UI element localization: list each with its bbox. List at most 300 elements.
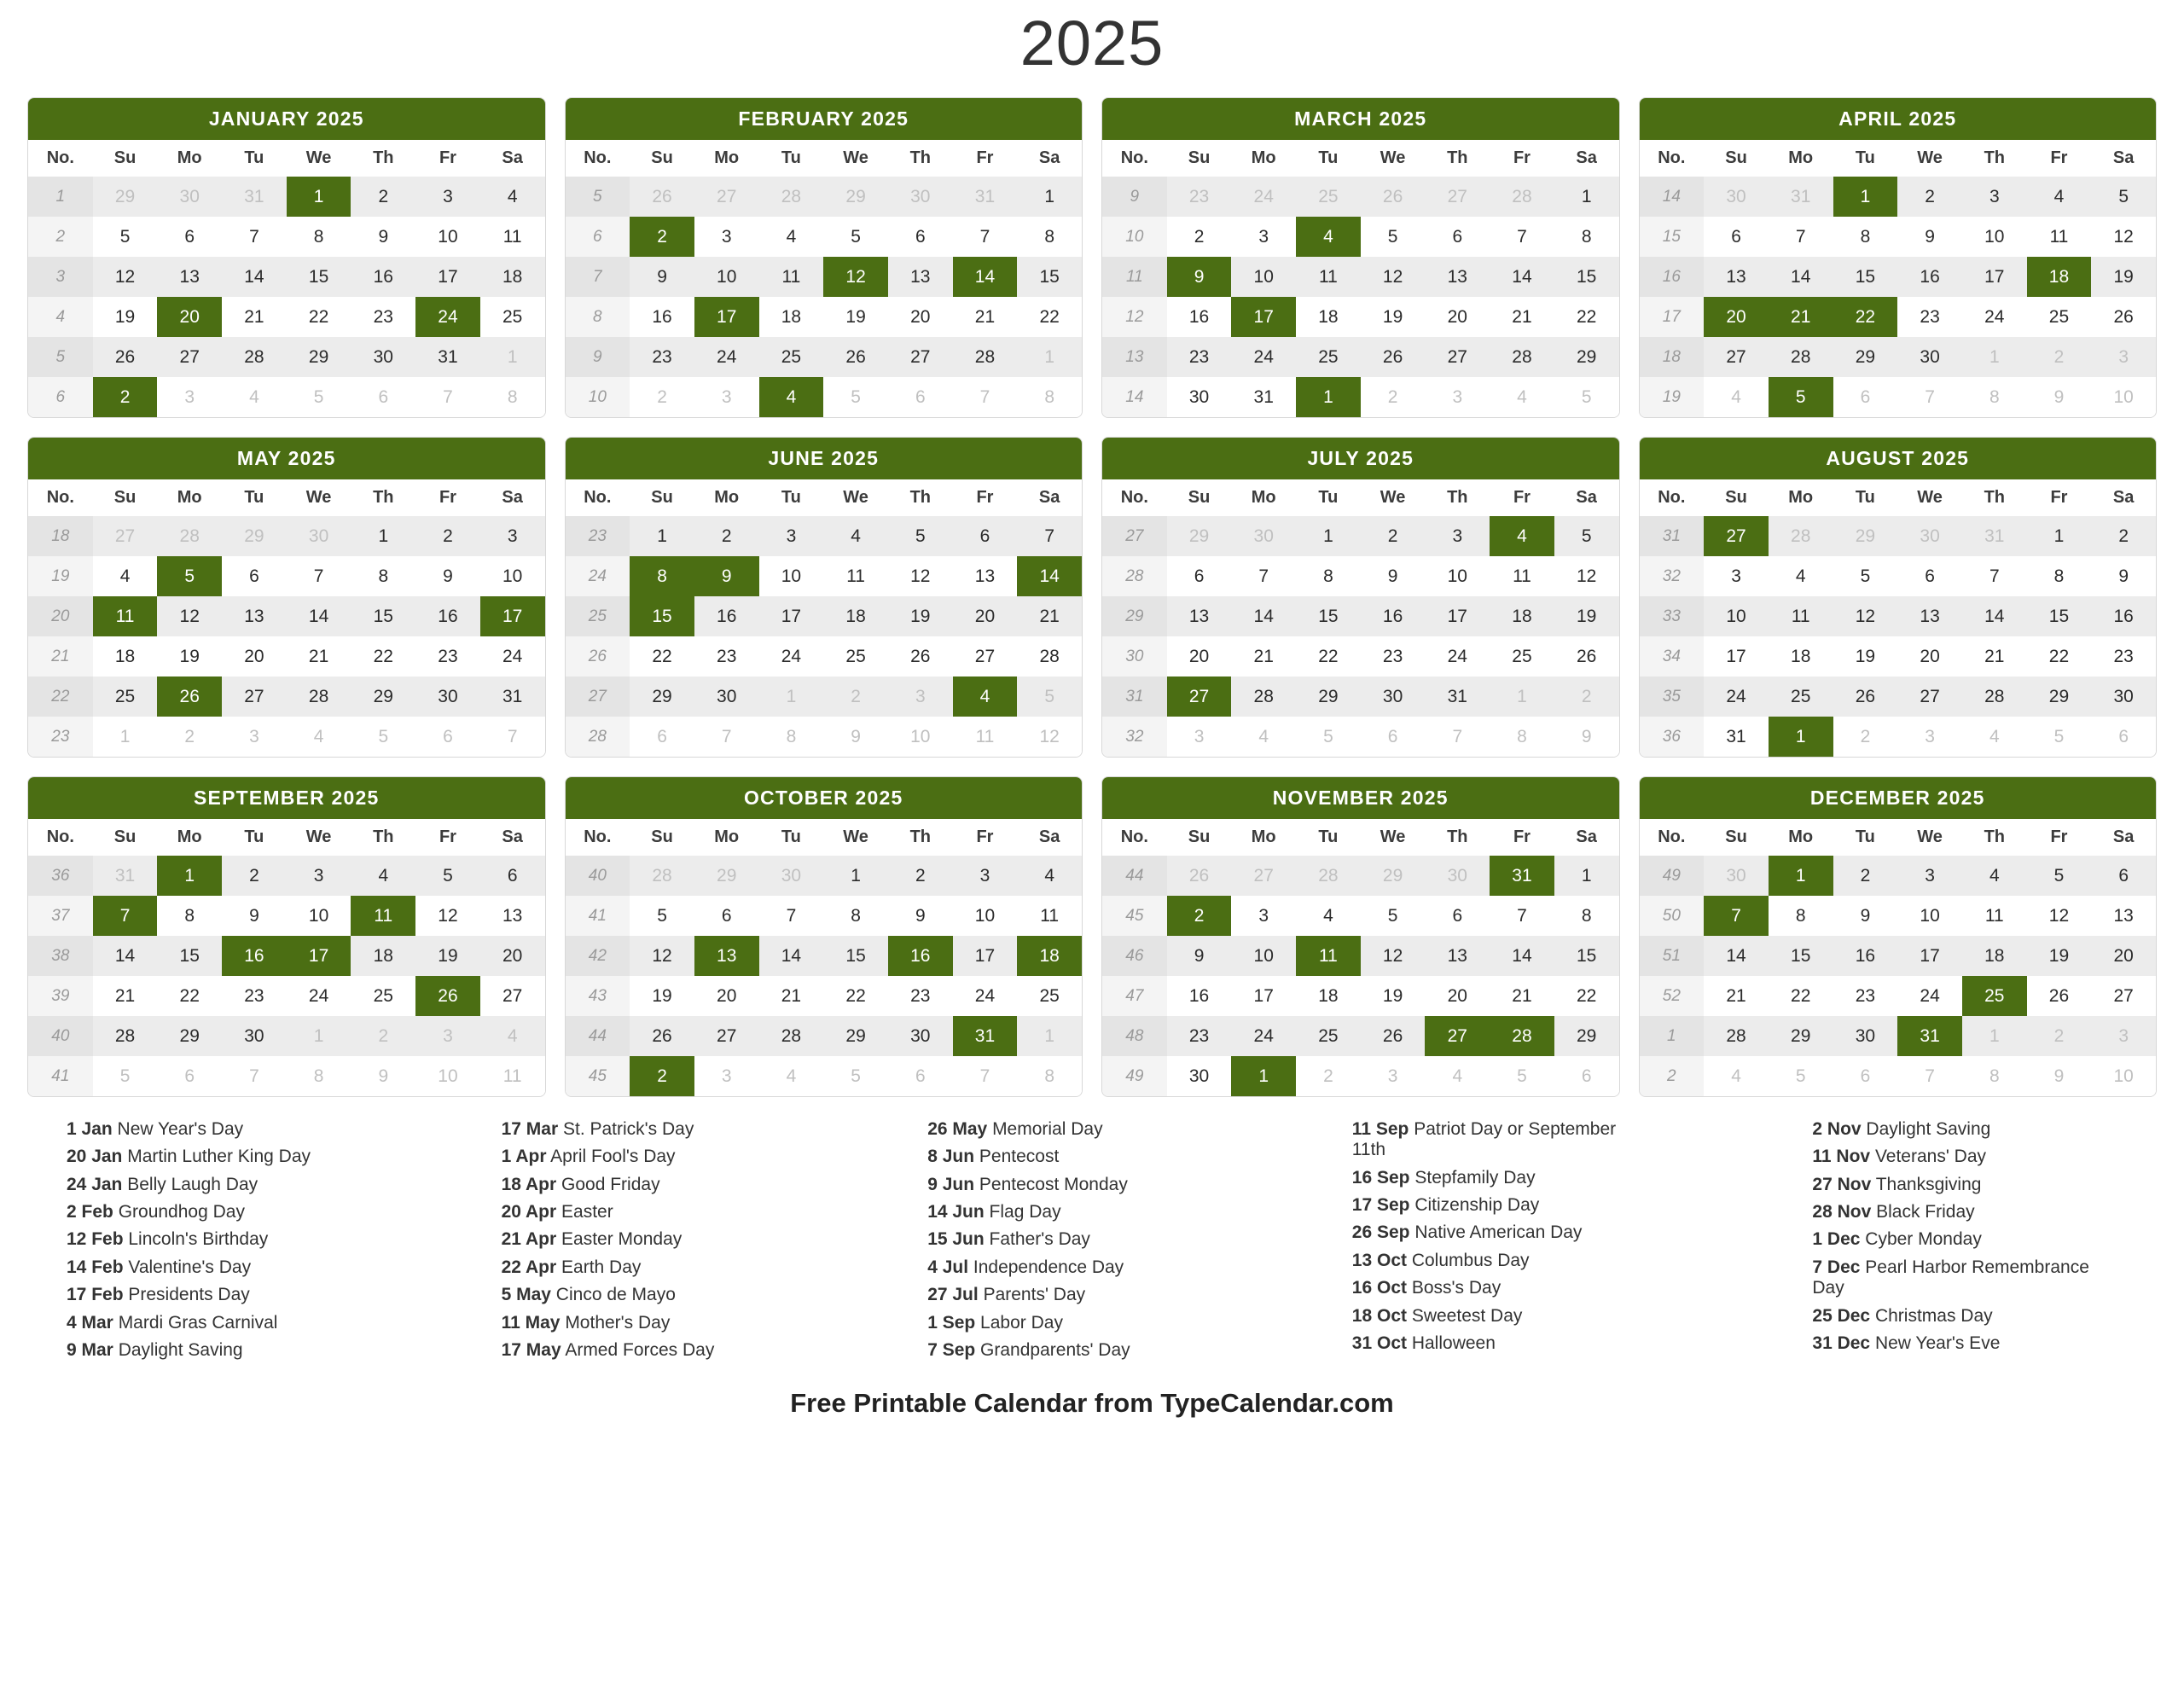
day-cell[interactable]: [2091, 596, 2156, 636]
day-cell[interactable]: [1554, 717, 1619, 757]
day-cell[interactable]: [351, 1016, 415, 1056]
day-cell[interactable]: [415, 636, 480, 677]
day-cell[interactable]: [1769, 936, 1833, 976]
day-cell[interactable]: [1425, 297, 1490, 337]
day-cell[interactable]: [1897, 1056, 1962, 1096]
day-cell[interactable]: [1833, 976, 1898, 1016]
day-cell[interactable]: [222, 636, 287, 677]
day-cell-highlighted[interactable]: [694, 556, 759, 596]
day-cell[interactable]: [759, 717, 824, 757]
day-cell[interactable]: [1833, 257, 1898, 297]
day-cell[interactable]: [222, 337, 287, 377]
day-cell[interactable]: [888, 896, 953, 936]
day-cell[interactable]: [1769, 516, 1833, 556]
day-cell[interactable]: [630, 377, 694, 417]
day-cell[interactable]: [93, 636, 158, 677]
day-cell[interactable]: [2027, 377, 2092, 417]
day-cell-highlighted[interactable]: [93, 377, 158, 417]
day-cell[interactable]: [1554, 217, 1619, 257]
day-cell[interactable]: [1425, 636, 1490, 677]
day-cell[interactable]: [287, 596, 351, 636]
day-cell[interactable]: [1704, 177, 1769, 217]
day-cell-highlighted[interactable]: [1167, 257, 1232, 297]
day-cell[interactable]: [1704, 596, 1769, 636]
day-cell-highlighted[interactable]: [1231, 1056, 1296, 1096]
day-cell[interactable]: [480, 556, 545, 596]
day-cell[interactable]: [351, 177, 415, 217]
day-cell-highlighted[interactable]: [1769, 856, 1833, 896]
day-cell[interactable]: [1425, 217, 1490, 257]
day-cell[interactable]: [694, 516, 759, 556]
day-cell[interactable]: [2091, 636, 2156, 677]
day-cell[interactable]: [2091, 896, 2156, 936]
day-cell[interactable]: [2091, 677, 2156, 717]
day-cell[interactable]: [93, 1056, 158, 1096]
day-cell[interactable]: [888, 556, 953, 596]
day-cell[interactable]: [1296, 556, 1361, 596]
day-cell[interactable]: [287, 717, 351, 757]
day-cell[interactable]: [1704, 556, 1769, 596]
day-cell[interactable]: [287, 377, 351, 417]
day-cell[interactable]: [953, 717, 1018, 757]
day-cell[interactable]: [1361, 677, 1426, 717]
day-cell[interactable]: [1490, 177, 1554, 217]
day-cell[interactable]: [2027, 717, 2092, 757]
day-cell[interactable]: [823, 377, 888, 417]
day-cell[interactable]: [1361, 337, 1426, 377]
day-cell-highlighted[interactable]: [222, 936, 287, 976]
day-cell[interactable]: [823, 717, 888, 757]
day-cell[interactable]: [1017, 297, 1082, 337]
day-cell[interactable]: [888, 337, 953, 377]
day-cell[interactable]: [953, 636, 1018, 677]
day-cell[interactable]: [759, 556, 824, 596]
day-cell[interactable]: [157, 1016, 222, 1056]
day-cell[interactable]: [1833, 856, 1898, 896]
day-cell[interactable]: [415, 337, 480, 377]
day-cell[interactable]: [93, 556, 158, 596]
day-cell-highlighted[interactable]: [287, 936, 351, 976]
day-cell[interactable]: [1017, 257, 1082, 297]
day-cell[interactable]: [630, 177, 694, 217]
day-cell[interactable]: [1554, 896, 1619, 936]
day-cell[interactable]: [1425, 1056, 1490, 1096]
day-cell[interactable]: [888, 1016, 953, 1056]
day-cell[interactable]: [415, 677, 480, 717]
day-cell[interactable]: [759, 636, 824, 677]
day-cell[interactable]: [480, 1016, 545, 1056]
day-cell-highlighted[interactable]: [1296, 936, 1361, 976]
day-cell[interactable]: [694, 257, 759, 297]
day-cell[interactable]: [1167, 556, 1232, 596]
day-cell[interactable]: [630, 896, 694, 936]
day-cell[interactable]: [287, 636, 351, 677]
day-cell[interactable]: [1490, 636, 1554, 677]
day-cell[interactable]: [1897, 337, 1962, 377]
day-cell[interactable]: [1833, 717, 1898, 757]
day-cell[interactable]: [1490, 377, 1554, 417]
day-cell[interactable]: [1017, 596, 1082, 636]
day-cell[interactable]: [1361, 297, 1426, 337]
day-cell[interactable]: [1296, 596, 1361, 636]
day-cell[interactable]: [287, 896, 351, 936]
day-cell[interactable]: [823, 556, 888, 596]
day-cell[interactable]: [351, 337, 415, 377]
day-cell[interactable]: [1425, 337, 1490, 377]
day-cell-highlighted[interactable]: [630, 596, 694, 636]
day-cell[interactable]: [823, 217, 888, 257]
day-cell[interactable]: [1231, 677, 1296, 717]
day-cell[interactable]: [415, 856, 480, 896]
day-cell-highlighted[interactable]: [1704, 297, 1769, 337]
day-cell[interactable]: [222, 377, 287, 417]
day-cell[interactable]: [1017, 377, 1082, 417]
day-cell[interactable]: [351, 596, 415, 636]
day-cell[interactable]: [1017, 717, 1082, 757]
day-cell[interactable]: [222, 717, 287, 757]
day-cell[interactable]: [351, 257, 415, 297]
day-cell[interactable]: [953, 556, 1018, 596]
day-cell[interactable]: [694, 636, 759, 677]
day-cell[interactable]: [1361, 177, 1426, 217]
day-cell-highlighted[interactable]: [823, 257, 888, 297]
day-cell[interactable]: [759, 677, 824, 717]
day-cell-highlighted[interactable]: [1167, 896, 1232, 936]
day-cell[interactable]: [1833, 377, 1898, 417]
day-cell[interactable]: [888, 717, 953, 757]
day-cell-highlighted[interactable]: [1704, 896, 1769, 936]
day-cell[interactable]: [1962, 936, 2027, 976]
day-cell-highlighted[interactable]: [93, 896, 158, 936]
day-cell[interactable]: [1962, 596, 2027, 636]
day-cell[interactable]: [1231, 1016, 1296, 1056]
day-cell[interactable]: [480, 936, 545, 976]
day-cell[interactable]: [1897, 177, 1962, 217]
day-cell[interactable]: [1296, 677, 1361, 717]
day-cell-highlighted[interactable]: [630, 556, 694, 596]
day-cell[interactable]: [759, 516, 824, 556]
day-cell-highlighted[interactable]: [287, 177, 351, 217]
day-cell[interactable]: [415, 1016, 480, 1056]
day-cell[interactable]: [1490, 297, 1554, 337]
day-cell[interactable]: [1167, 596, 1232, 636]
day-cell[interactable]: [222, 257, 287, 297]
day-cell[interactable]: [953, 177, 1018, 217]
day-cell[interactable]: [1554, 1056, 1619, 1096]
day-cell[interactable]: [1769, 217, 1833, 257]
day-cell[interactable]: [1704, 257, 1769, 297]
day-cell[interactable]: [1833, 896, 1898, 936]
day-cell[interactable]: [351, 297, 415, 337]
day-cell[interactable]: [415, 596, 480, 636]
day-cell[interactable]: [1897, 976, 1962, 1016]
day-cell-highlighted[interactable]: [1833, 297, 1898, 337]
day-cell[interactable]: [823, 297, 888, 337]
day-cell[interactable]: [2027, 636, 2092, 677]
day-cell[interactable]: [480, 257, 545, 297]
day-cell[interactable]: [157, 217, 222, 257]
day-cell[interactable]: [888, 217, 953, 257]
day-cell[interactable]: [1962, 177, 2027, 217]
day-cell[interactable]: [2091, 177, 2156, 217]
day-cell-highlighted[interactable]: [759, 377, 824, 417]
day-cell[interactable]: [2027, 556, 2092, 596]
day-cell[interactable]: [415, 896, 480, 936]
day-cell[interactable]: [630, 936, 694, 976]
day-cell[interactable]: [694, 856, 759, 896]
day-cell[interactable]: [694, 976, 759, 1016]
day-cell[interactable]: [157, 936, 222, 976]
day-cell[interactable]: [1897, 377, 1962, 417]
day-cell[interactable]: [1231, 177, 1296, 217]
day-cell[interactable]: [1704, 677, 1769, 717]
day-cell[interactable]: [1554, 297, 1619, 337]
day-cell[interactable]: [1490, 896, 1554, 936]
day-cell[interactable]: [157, 717, 222, 757]
day-cell[interactable]: [2091, 936, 2156, 976]
day-cell[interactable]: [953, 217, 1018, 257]
day-cell[interactable]: [157, 377, 222, 417]
day-cell[interactable]: [1231, 596, 1296, 636]
day-cell[interactable]: [2091, 337, 2156, 377]
day-cell[interactable]: [694, 596, 759, 636]
day-cell[interactable]: [2091, 377, 2156, 417]
day-cell[interactable]: [415, 257, 480, 297]
day-cell[interactable]: [1769, 177, 1833, 217]
day-cell[interactable]: [1425, 177, 1490, 217]
day-cell[interactable]: [1425, 896, 1490, 936]
day-cell[interactable]: [1897, 717, 1962, 757]
day-cell[interactable]: [759, 177, 824, 217]
day-cell[interactable]: [1833, 596, 1898, 636]
day-cell[interactable]: [694, 337, 759, 377]
day-cell[interactable]: [93, 297, 158, 337]
day-cell[interactable]: [157, 976, 222, 1016]
day-cell[interactable]: [351, 1056, 415, 1096]
day-cell[interactable]: [694, 896, 759, 936]
day-cell[interactable]: [2027, 297, 2092, 337]
day-cell[interactable]: [157, 177, 222, 217]
day-cell[interactable]: [1231, 636, 1296, 677]
day-cell[interactable]: [93, 257, 158, 297]
day-cell[interactable]: [1425, 936, 1490, 976]
day-cell[interactable]: [888, 677, 953, 717]
day-cell[interactable]: [953, 516, 1018, 556]
day-cell[interactable]: [351, 976, 415, 1016]
day-cell[interactable]: [2091, 297, 2156, 337]
day-cell[interactable]: [415, 936, 480, 976]
day-cell[interactable]: [1490, 677, 1554, 717]
day-cell[interactable]: [222, 217, 287, 257]
day-cell[interactable]: [93, 217, 158, 257]
day-cell[interactable]: [157, 257, 222, 297]
day-cell[interactable]: [823, 1056, 888, 1096]
day-cell[interactable]: [1962, 896, 2027, 936]
day-cell[interactable]: [694, 1016, 759, 1056]
day-cell[interactable]: [1704, 856, 1769, 896]
day-cell[interactable]: [823, 337, 888, 377]
day-cell-highlighted[interactable]: [630, 1056, 694, 1096]
day-cell[interactable]: [1769, 556, 1833, 596]
day-cell[interactable]: [1897, 516, 1962, 556]
day-cell[interactable]: [1425, 257, 1490, 297]
day-cell[interactable]: [1554, 377, 1619, 417]
day-cell[interactable]: [157, 896, 222, 936]
day-cell[interactable]: [157, 1056, 222, 1096]
day-cell[interactable]: [1833, 556, 1898, 596]
day-cell[interactable]: [415, 516, 480, 556]
day-cell[interactable]: [888, 257, 953, 297]
day-cell[interactable]: [480, 677, 545, 717]
day-cell[interactable]: [1833, 636, 1898, 677]
day-cell[interactable]: [157, 516, 222, 556]
day-cell[interactable]: [759, 337, 824, 377]
day-cell[interactable]: [415, 177, 480, 217]
day-cell[interactable]: [1897, 257, 1962, 297]
day-cell[interactable]: [2027, 677, 2092, 717]
day-cell[interactable]: [1833, 1056, 1898, 1096]
day-cell[interactable]: [287, 1016, 351, 1056]
day-cell[interactable]: [1231, 337, 1296, 377]
day-cell[interactable]: [1554, 1016, 1619, 1056]
day-cell[interactable]: [2027, 1016, 2092, 1056]
day-cell-highlighted[interactable]: [1962, 976, 2027, 1016]
day-cell-highlighted[interactable]: [157, 297, 222, 337]
day-cell[interactable]: [1704, 636, 1769, 677]
day-cell-highlighted[interactable]: [480, 596, 545, 636]
day-cell[interactable]: [888, 856, 953, 896]
day-cell[interactable]: [480, 896, 545, 936]
day-cell[interactable]: [1833, 337, 1898, 377]
day-cell[interactable]: [1231, 516, 1296, 556]
day-cell[interactable]: [93, 677, 158, 717]
day-cell[interactable]: [1017, 1056, 1082, 1096]
day-cell[interactable]: [1554, 257, 1619, 297]
day-cell[interactable]: [2027, 856, 2092, 896]
day-cell-highlighted[interactable]: [157, 856, 222, 896]
day-cell[interactable]: [1017, 1016, 1082, 1056]
day-cell[interactable]: [694, 1056, 759, 1096]
day-cell[interactable]: [480, 177, 545, 217]
day-cell[interactable]: [953, 377, 1018, 417]
day-cell[interactable]: [1769, 596, 1833, 636]
day-cell[interactable]: [1296, 976, 1361, 1016]
day-cell[interactable]: [1017, 636, 1082, 677]
day-cell[interactable]: [759, 856, 824, 896]
day-cell[interactable]: [1361, 217, 1426, 257]
day-cell[interactable]: [2091, 856, 2156, 896]
day-cell[interactable]: [823, 976, 888, 1016]
day-cell-highlighted[interactable]: [1490, 516, 1554, 556]
day-cell[interactable]: [1167, 217, 1232, 257]
day-cell[interactable]: [823, 1016, 888, 1056]
day-cell[interactable]: [953, 936, 1018, 976]
day-cell[interactable]: [1167, 377, 1232, 417]
day-cell[interactable]: [287, 516, 351, 556]
day-cell[interactable]: [2091, 257, 2156, 297]
day-cell[interactable]: [93, 1016, 158, 1056]
day-cell[interactable]: [630, 337, 694, 377]
day-cell[interactable]: [1897, 556, 1962, 596]
day-cell[interactable]: [823, 677, 888, 717]
day-cell[interactable]: [2027, 516, 2092, 556]
day-cell[interactable]: [157, 636, 222, 677]
day-cell[interactable]: [1962, 717, 2027, 757]
day-cell[interactable]: [93, 856, 158, 896]
day-cell-highlighted[interactable]: [93, 596, 158, 636]
day-cell[interactable]: [1296, 337, 1361, 377]
day-cell[interactable]: [1962, 636, 2027, 677]
day-cell[interactable]: [1769, 976, 1833, 1016]
day-cell-highlighted[interactable]: [1769, 297, 1833, 337]
day-cell[interactable]: [480, 1056, 545, 1096]
day-cell[interactable]: [1962, 1056, 2027, 1096]
day-cell[interactable]: [759, 257, 824, 297]
day-cell[interactable]: [1962, 257, 2027, 297]
day-cell[interactable]: [823, 936, 888, 976]
day-cell[interactable]: [2091, 1056, 2156, 1096]
day-cell[interactable]: [823, 596, 888, 636]
day-cell[interactable]: [480, 297, 545, 337]
day-cell[interactable]: [823, 516, 888, 556]
day-cell[interactable]: [888, 976, 953, 1016]
day-cell[interactable]: [1554, 516, 1619, 556]
day-cell[interactable]: [2027, 936, 2092, 976]
day-cell[interactable]: [1231, 217, 1296, 257]
day-cell[interactable]: [351, 217, 415, 257]
day-cell[interactable]: [351, 636, 415, 677]
day-cell[interactable]: [222, 976, 287, 1016]
day-cell[interactable]: [480, 516, 545, 556]
day-cell[interactable]: [1017, 677, 1082, 717]
day-cell[interactable]: [1962, 217, 2027, 257]
day-cell[interactable]: [287, 556, 351, 596]
day-cell[interactable]: [1490, 596, 1554, 636]
day-cell[interactable]: [953, 297, 1018, 337]
day-cell[interactable]: [1769, 636, 1833, 677]
day-cell[interactable]: [1231, 556, 1296, 596]
day-cell[interactable]: [287, 976, 351, 1016]
day-cell[interactable]: [287, 337, 351, 377]
day-cell-highlighted[interactable]: [888, 936, 953, 976]
day-cell[interactable]: [287, 856, 351, 896]
day-cell-highlighted[interactable]: [1769, 377, 1833, 417]
day-cell-highlighted[interactable]: [953, 1016, 1018, 1056]
day-cell[interactable]: [1490, 556, 1554, 596]
day-cell[interactable]: [351, 516, 415, 556]
day-cell[interactable]: [1833, 217, 1898, 257]
day-cell[interactable]: [2027, 217, 2092, 257]
day-cell[interactable]: [759, 1056, 824, 1096]
day-cell[interactable]: [2091, 556, 2156, 596]
day-cell[interactable]: [93, 936, 158, 976]
day-cell[interactable]: [287, 1056, 351, 1096]
day-cell[interactable]: [1231, 856, 1296, 896]
day-cell[interactable]: [888, 377, 953, 417]
day-cell[interactable]: [1017, 337, 1082, 377]
day-cell[interactable]: [1769, 257, 1833, 297]
day-cell[interactable]: [1231, 976, 1296, 1016]
day-cell[interactable]: [1490, 976, 1554, 1016]
day-cell[interactable]: [1554, 936, 1619, 976]
day-cell[interactable]: [2091, 217, 2156, 257]
day-cell[interactable]: [1554, 677, 1619, 717]
day-cell[interactable]: [480, 976, 545, 1016]
day-cell[interactable]: [93, 177, 158, 217]
day-cell[interactable]: [953, 337, 1018, 377]
day-cell[interactable]: [759, 596, 824, 636]
day-cell[interactable]: [1296, 717, 1361, 757]
